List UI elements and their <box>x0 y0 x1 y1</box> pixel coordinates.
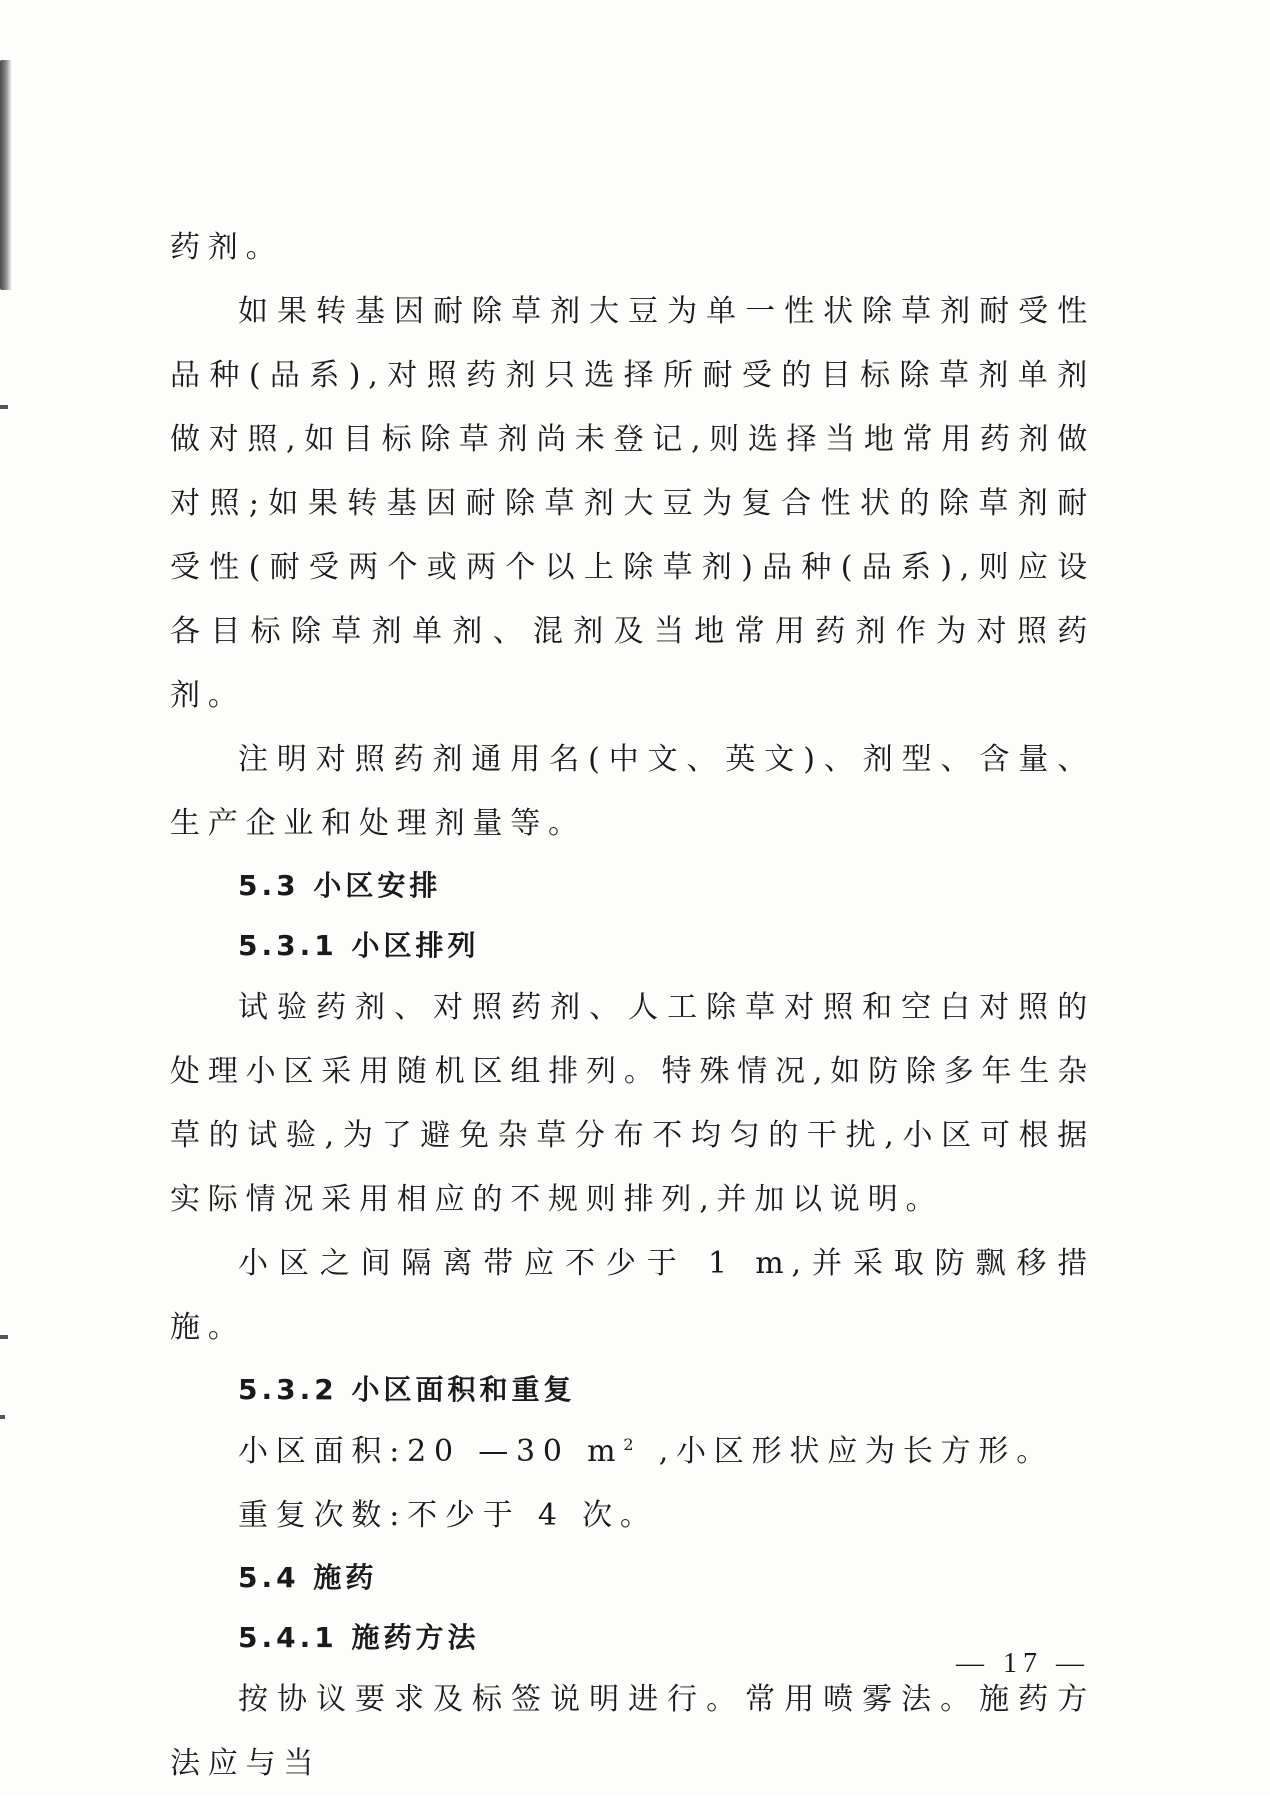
paragraph-plot-arrangement: 试验药剂、对照药剂、人工除草对照和空白对照的处理小区采用随机区组排列。特殊情况,如防除多年生杂草的试验,为了避免杂草分布不均匀的干扰,小区可根据实际情况采用相应的不规则排列,并加以说明。 <box>170 990 1095 1217</box>
paragraph-plot-area <box>170 1420 1095 1484</box>
section-heading-5-3-1: 5.3.1 小区排列 <box>238 929 480 962</box>
paragraph-continuation: 药剂。 <box>170 230 284 265</box>
paragraph-repetitions: 重复次数:不少于 4 次。 <box>238 1498 658 1533</box>
scan-mark <box>0 1335 8 1339</box>
plot-area-text: 小区面积:20 —30 m <box>238 1434 624 1469</box>
section-heading-5-3: 5.3 小区安排 <box>238 869 442 902</box>
scan-shadow-edge <box>0 60 12 290</box>
section-heading-5-4: 5.4 施药 <box>238 1561 378 1594</box>
paragraph-control-agent-selection: 如果转基因耐除草剂大豆为单一性状除草剂耐受性品种(品系),对照药剂只选择所耐受的目标除草剂单剂做对照,如目标除草剂尚未登记,则选择当地常用药剂做对照;如果转基因耐除草剂大豆为复合性状的除草剂耐受性(耐受两个或两个以上除草剂)品种(品系),则应设各目标除草剂单剂、混剂及当地常用药剂作为对照药剂。 <box>170 294 1095 713</box>
paragraph-isolation-belt: 小区之间隔离带应不少于 1 m,并采取防飘移措施。 <box>170 1246 1095 1345</box>
section-heading-5-3-2: 5.3.2 小区面积和重复 <box>238 1373 576 1406</box>
scan-mark <box>0 405 8 409</box>
section-heading-5-4-1: 5.4.1 施药方法 <box>238 1621 480 1654</box>
scan-mark <box>0 1415 5 1419</box>
paragraph-application-method: 按协议要求及标签说明进行。常用喷雾法。施药方法应与当 <box>170 1682 1095 1781</box>
body-text <box>170 216 1095 1796</box>
plot-area-tail: ,小区形状应为长方形。 <box>641 1434 1055 1469</box>
paragraph-control-agent-note: 注明对照药剂通用名(中文、英文)、剂型、含量、生产企业和处理剂量等。 <box>170 742 1095 841</box>
page-number: — 17 — <box>956 1648 1090 1679</box>
superscript-2: 2 <box>623 1435 642 1454</box>
